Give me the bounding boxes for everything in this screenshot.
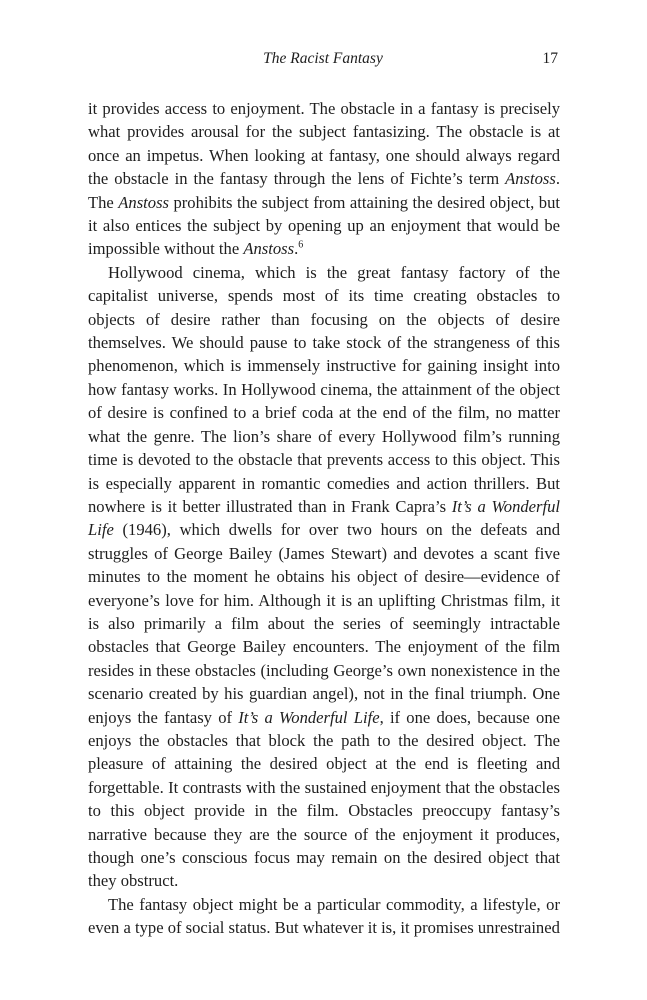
body-text (88, 97, 560, 940)
text-run: , if one does, because one enjoys the obstacles that block the path to the desired object. The pleasure of attaining the desired object at the end is fleeting and forgettable. It contrasts with the sustained enjoyment that the obstacles to this object provide in the film. Obstacles preoccupy fantasy’s narrative because they are the source of the enjoyment it produces, though one’s conscious focus may remain on the desired object that they obstruct. (88, 707, 560, 891)
text-run: it provides access to enjoyment. The obstacle in a fantasy is precisely what provides arousal for the subject fantasizing. The obstacle is at once an impetus. When looking at fantasy, one should always regard the obstacle in the fantasy through the lens of Fichte’s term (88, 99, 560, 189)
italic-term: Anstoss (243, 239, 295, 259)
film-title: It’s a Wonderful Life (88, 496, 560, 540)
page-number: 17 (542, 50, 558, 67)
footnote-ref[interactable]: 6 (298, 239, 304, 251)
paragraph (88, 261, 560, 893)
paragraph (88, 97, 560, 261)
text-run: . The (88, 169, 560, 212)
text-run: prohibits the subject from attaining the desired object, but it also entices the subject by opening up an enjoyment that would be impossible without the (88, 192, 560, 259)
running-head (88, 50, 558, 70)
italic-term: Anstoss (505, 169, 556, 189)
running-title: The Racist Fantasy (263, 50, 383, 67)
text-run: . (294, 239, 299, 259)
text-run: (1946), which dwells for over two hours on the defeats and struggles of George Bailey (James Stewart) and devotes a scant five minutes to the moment he obtains his object of desire—evidence of everyone’s love for him. Although it is an uplifting Christmas film, it is also primarily a film about the series of seemingly intractable obstacles that George Bailey encounters. The enjoyment of the film resides in these obstacles (including George’s own nonexistence in the scenario created by his guardian angel), not in the final triumph. One enjoys the fantasy of (88, 520, 560, 727)
text-run: The fantasy object might be a particular commodity, a lifestyle, or even a type of social status. But whatever it is, it promises unrestrained (88, 894, 560, 938)
italic-term: Anstoss (118, 192, 169, 212)
paragraph (88, 893, 560, 940)
text-run: Hollywood cinema, which is the great fantasy factory of the capitalist universe, spends most of its time creating obstacles to objects of desire rather than focusing on the objects of desire themselves. We should pause to take stock of the strangeness of this phenomenon, which is immensely instructive for gaining insight into how fantasy works. In Hollywood cinema, the attainment of the object of desire is confined to a brief coda at the end of the film, no matter what the genre. The lion’s share of every Hollywood film’s running time is devoted to the obstacle that prevents access to this object. This is especially apparent in romantic comedies and action thrillers. But nowhere is it better illustrated than in Frank Capra’s (88, 262, 560, 516)
film-title: It’s a Wonderful Life (238, 707, 380, 727)
